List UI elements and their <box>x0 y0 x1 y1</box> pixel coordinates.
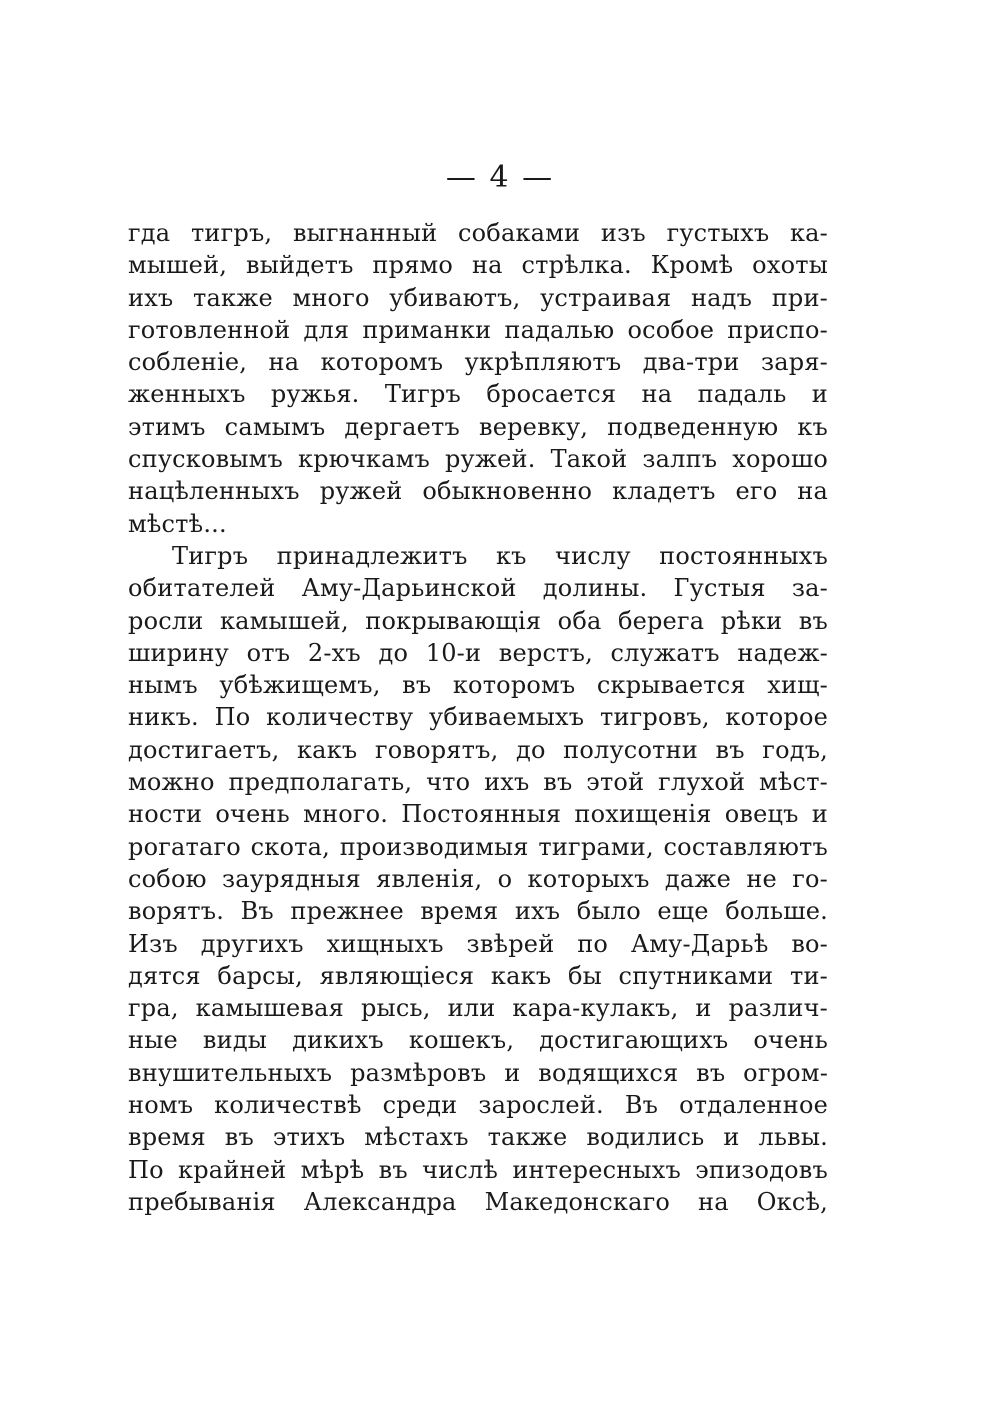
text-line: время въ этихъ мѣстахъ также водились и львы. <box>128 1123 828 1152</box>
text-line: гда тигръ, выгнанный собаками изъ густыхъ ка- <box>128 219 828 247</box>
text-line: рогатаго скота, производимыя тиграми, составляютъ <box>128 832 828 861</box>
text-line: ворятъ. Въ прежнее время ихъ было еще больше. <box>128 897 828 926</box>
text-line: внушительныхъ размѣровъ и водящихся въ огром- <box>128 1058 828 1087</box>
text-line: Тигръ принадлежитъ къ числу постоянныхъ <box>172 541 828 570</box>
text-line: нымъ убѣжищемъ, въ которомъ скрывается хищ- <box>128 671 828 700</box>
text-line: ихъ также много убиваютъ, устраивая надъ при- <box>128 283 828 312</box>
text-line: обитателей Аму-Дарьинской долины. Густыя за- <box>128 574 828 603</box>
text-line: росли камышей, покрывающія оба берега рѣки въ <box>128 606 828 635</box>
text-line: этимъ самымъ дергаетъ веревку, подведенную къ <box>128 412 828 441</box>
text-line: собленіе, на которомъ укрѣпляютъ два-три заря- <box>128 348 828 377</box>
text-line: спусковымъ крючкамъ ружей. Такой залпъ хорошо <box>128 445 828 474</box>
text-line: ширину отъ 2-хъ до 10-и верстъ, служатъ надеж- <box>128 638 828 667</box>
text-line: дятся барсы, являющіеся какъ бы спутниками ти- <box>128 961 828 990</box>
text-line: никъ. По количеству убиваемыхъ тигровъ, которое <box>128 703 828 732</box>
text-line: достигаетъ, какъ говорятъ, до полусотни въ годъ, <box>128 735 828 764</box>
text-line: нацѣленныхъ ружей обыкновенно кладетъ его на <box>128 477 828 506</box>
text-line: Изъ другихъ хищныхъ звѣрей по Аму-Дарьѣ во- <box>128 929 828 958</box>
paragraph-1 <box>128 217 828 540</box>
body-text <box>128 217 828 1218</box>
text-line: номъ количествѣ среди зарослей. Въ отдаленное <box>128 1091 828 1120</box>
text-line: мѣстѣ... <box>128 509 227 538</box>
text-line: готовленной для приманки падалью особое приспо- <box>128 315 828 344</box>
text-line: собою заурядныя явленія, о которыхъ даже не го- <box>128 864 828 893</box>
text-line: можно предполагать, что ихъ въ этой глухой мѣст- <box>128 768 828 797</box>
page-number: — 4 — <box>445 160 555 195</box>
text-line: гра, камышевая рысь, или кара-кулакъ, и различ- <box>128 994 828 1023</box>
text-line: пребыванія Александра Македонскаго на Оксѣ, <box>128 1187 828 1216</box>
text-line: мышей, выйдетъ прямо на стрѣлка. Кромѣ охоты <box>128 251 828 280</box>
text-line: По крайней мѣрѣ въ числѣ интересныхъ эпизодовъ <box>128 1155 828 1184</box>
text-line: ности очень много. Постоянныя похищенія овецъ и <box>128 800 828 829</box>
text-line: ные виды дикихъ кошекъ, достигающихъ очень <box>128 1026 828 1055</box>
paragraph-2 <box>128 540 828 1218</box>
text-line: женныхъ ружья. Тигръ бросается на падаль и <box>128 380 828 409</box>
